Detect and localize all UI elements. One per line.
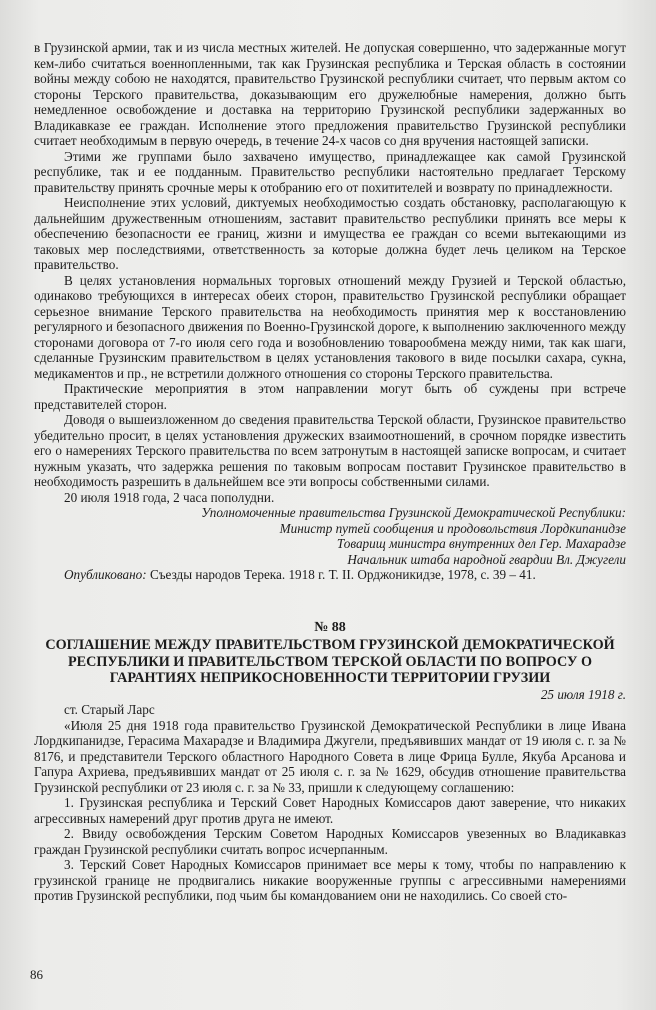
- agreement-item-1: 1. Грузинская республика и Терский Совет Народных Комиссаров дают заверение, что никаких агрессивных намерений друг против друга не имеют.: [34, 795, 626, 826]
- agreement-preamble: «Июля 25 дня 1918 года правительство Грузинской Демократической Республики в лице Ивана Лордкипанидзе, Герасима Махарадзе и Владимира Джугели, предъявивших мандат от 19 июля с. г. за № 8176, и представители Терского областного Народного Совета в лице Фрица Булле, Якуба Арсанова и Гапура Ахриева, предъявивших мандат от 25 июля с. г. за № 1629, обсудив отношение правительства Грузинской республики от 23 июля с. г. за № 33, пришли к следующему соглашению:: [34, 717, 626, 795]
- document-title: СОГЛАШЕНИЕ МЕЖДУ ПРАВИТЕЛЬСТВОМ ГРУЗИНСКОЙ ДЕМОКРАТИЧЕСКОЙ РЕСПУБЛИКИ И ПРАВИТЕЛЬСТВОМ ТЕРСКОЙ ОБЛАСТИ ПО ВОПРОСУ О ГАРАНТИЯХ НЕПРИКОСНОВЕННОСТИ ТЕРРИТОРИИ ГРУЗИИ: [45, 637, 615, 686]
- page-body: [34, 40, 626, 904]
- signature-heading: Уполномоченные правительства Грузинской Демократической Республики:: [201, 505, 626, 520]
- page-number: 86: [30, 967, 43, 982]
- agreement-item-2: 2. Ввиду освобождения Терским Советом Народных Комиссаров увезенных во Владикавказ граждан Грузинской республики считать вопрос исчерпанным.: [34, 826, 626, 857]
- signature-lordkipanidze: Министр путей сообщения и продовольствия Лордкипанидзе: [279, 520, 626, 536]
- signature-jugeli: Начальник штаба народной гвардии Вл. Джугели: [347, 551, 626, 567]
- signature-block: [34, 505, 626, 567]
- document-number: № 88: [314, 619, 346, 635]
- paragraph-property: Этими же группами было захвачено имущество, принадлежащее как самой Грузинской республике, так и ее подданным. Правительство республики настоятельно предлагает Терскому правительству принять срочные меры к отобранию его от похитителей и возврату по принадлежности.: [34, 148, 626, 195]
- published-label: Опубликовано:: [64, 567, 147, 582]
- signature-makharadze: Товарищ министра внутренних дел Гер. Махарадзе: [336, 536, 626, 551]
- paragraph-request: Доводя о вышеизложенном до сведения правительства Терской области, Грузинское правительство убедительно просит, в целях установления дружеских взаимоотношений, в срочном порядке известить его о намерениях Терского правительства по всем затронутым в настоящей записке вопросам, и считает нужным указать, что задержка решения по таковым вопросам поставит Грузинское правительство в необходимость разрешить в дальнейшем все эти вопросы собственными силами.: [34, 412, 626, 489]
- paragraph-trade: В целях установления нормальных торговых отношений между Грузией и Терской областью, одинаково требующихся в интересах обеих сторон, правительство Грузинской республики обращает серьезное внимание Терского правительства на необходимость принятия мер к восстановлению регулярного и безопасного движения по Военно-Грузинской дороге, к выполнению заключенного между сторонами договора от 7-го июля сего года и возобновлению товарообмена между ними, так как шаги, сделанные Грузинским правительством в целях установления такового в виде посылки сахара, сукна, медикаментов и пр., не встретили должного отношения со стороны Терского правительства.: [34, 272, 626, 381]
- paragraph-date-line: 20 июля 1918 года, 2 часа пополудни.: [64, 489, 275, 505]
- published-note: [34, 567, 626, 583]
- document-date: 25 июля 1918 г.: [540, 686, 626, 702]
- published-source: Съезды народов Терека. 1918 г. Т. II. Орджоникидзе, 1978, с. 39 – 41.: [146, 567, 536, 582]
- paragraph-conditions: Неисполнение этих условий, диктуемых необходимостью создать обстановку, располагающую к дальнейшим дружественным отношениям, заставит правительство республики принять все меры к обеспечению безопасности ее границ, жизни и имущества ее граждан со всеми вытекающими из таковых мер последствиями, ответственность за которые должна будет лечь целиком на Терское правительство.: [34, 195, 626, 272]
- paragraph-continuation: в Грузинской армии, так и из числа местных жителей. Не допуская совершенно, что задержанные могут кем-либо считаться военнопленными, так как Грузинская республика и Терская область в состоянии войны между собою не находятся, правительство Грузинской республики считает, что первым актом со стороны Терского правительства, доказывающим его дружелюбные намерения, должно быть немедленное освобождение и доставка на территорию Грузинской республики задержанных во Владикавказе ее граждан. Исполнение этого предложения правительство Грузинской республики считает необходимым в первую очередь, в течение 24-х часов со дня вручения настоящей записки.: [34, 40, 626, 148]
- document-place: ст. Старый Ларс: [64, 702, 155, 717]
- agreement-item-3: 3. Терский Совет Народных Комиссаров принимает все меры к тому, чтобы по направлению к грузинской границе не продвигались никакие вооруженные группы с агрессивными намерениями против Грузинской республики, под чьим бы командованием они не находились. Со своей сто-: [34, 857, 626, 903]
- paragraph-measures: Практические мероприятия в этом направлении могут быть об суждены при встрече представителей сторон.: [34, 381, 626, 412]
